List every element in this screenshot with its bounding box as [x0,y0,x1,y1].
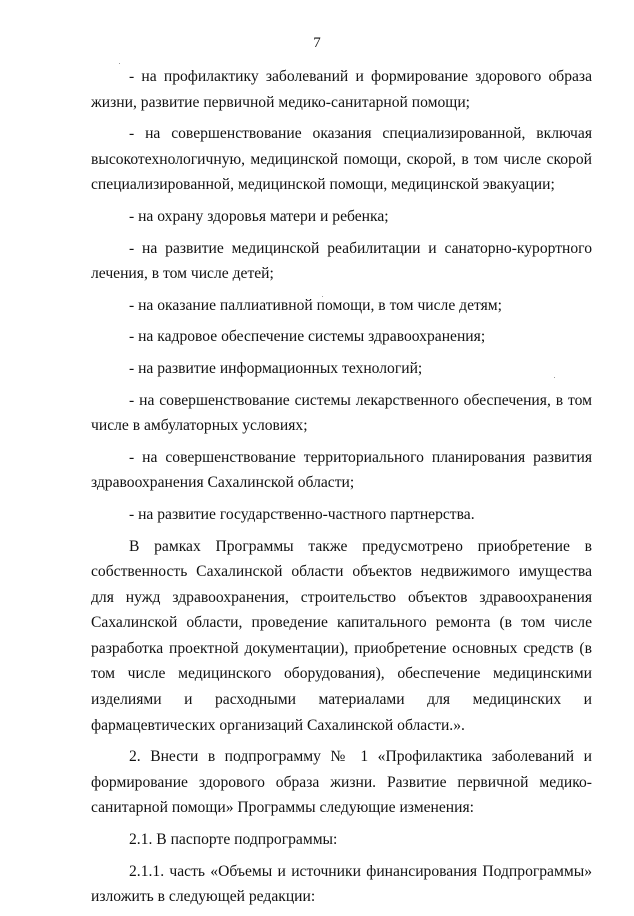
paragraph-funding-section: 2.1.1. часть «Объемы и источники финансирования Подпрограммы» изложить в следующей редакции: [91,862,592,906]
list-item-drug-provision: - на совершенствование системы лекарственного обеспечения, в том числе в амбулаторных условиях; [91,391,592,435]
list-item-it-development: - на развитие информационных технологий; [129,359,423,377]
list-item-maternal-health: - на охрану здоровья матери и ребенка; [129,207,389,225]
paragraph-passport-section: 2.1. В паспорте подпрограммы: [129,831,338,849]
list-item-public-private-partnership: - на развитие государственно-частного партнерства. [129,505,475,523]
list-item-staffing: - на кадровое обеспечение системы здравоохранения; [129,328,486,346]
list-item-specialized-care: - на совершенствование оказания специализированной, включая высокотехнологичную, медицинской помощи, скорой, в том числе скорой специализированной, медицинской помощи, медицинской эвакуации; [91,125,592,194]
list-item-rehabilitation: - на развитие медицинской реабилитации и санаторно-курортного лечения, в том числе детей; [91,239,592,283]
scan-speck [554,377,555,378]
scan-speck [119,63,120,64]
list-item-palliative-care: - на оказание паллиативной помощи, в том числе детям; [129,296,502,314]
paragraph-amend-subprogram: 2. Внести в подпрограмму № 1 «Профилактика заболеваний и формирование здорового образа жизни. Развитие первичной медико-санитарной помощи» Программы следующие изменения: [91,748,592,817]
scan-speck [322,296,323,297]
page-number: 7 [313,35,321,51]
list-item-disease-prevention: - на профилактику заболеваний и формирование здорового образа жизни, развитие первичной медико-санитарной помощи; [91,68,592,111]
list-item-territorial-planning: - на совершенствование территориального планирования развития здравоохранения Сахалинской области; [91,448,592,492]
document-body [91,64,592,916]
paragraph-program-acquisitions: В рамках Программы также предусмотрено приобретение в собственность Сахалинской области объектов недвижимого имущества для нужд здравоохранения, строительство объектов здравоохранения Сахалинской области, проведение капитального ремонта (в том числе разработка проектной документации), приобретение основных средств (в том числе медицинского оборудования), обеспечение медицинскими изделиями и расходными материалами для медицинских и фармацевтических организаций Сахалинской области.». [91,537,592,734]
